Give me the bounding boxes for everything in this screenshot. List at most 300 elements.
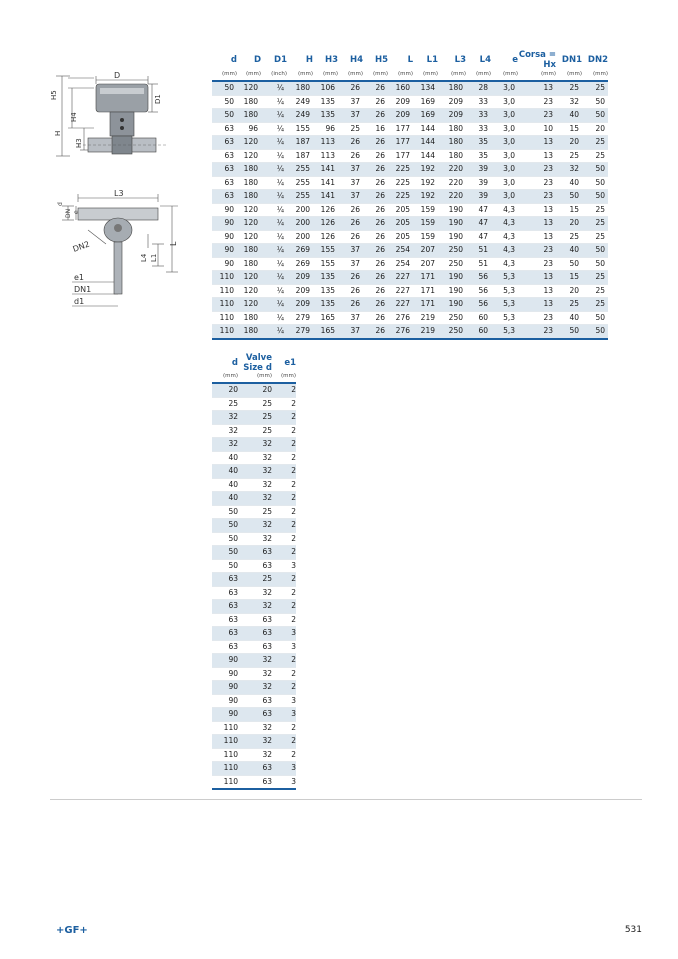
table-cell: 26 [363,230,388,244]
table-cell: 120 [237,203,261,217]
dim-DN2-label: DN2 [71,239,91,254]
table-cell: 3,0 [491,163,518,177]
table-cell: 5,3 [491,298,518,312]
table-cell: 50 [582,257,608,271]
table-row [212,149,608,163]
table-cell: 63 [212,122,237,136]
table-cell: 63 [212,149,237,163]
table-cell: 50 [556,257,582,271]
table-cell: 25 [556,298,582,312]
table-cell: 177 [388,149,413,163]
table-cell: 20 [556,136,582,150]
table-cell: 13 [518,230,556,244]
table-cell: 250 [438,257,466,271]
column-header: L1 [426,54,438,65]
table-row [212,203,608,217]
table-cell: 171 [413,284,438,298]
table-cell: 25 [556,81,582,95]
table-cell: 2 [272,546,296,560]
table-cell: 2 [272,735,296,749]
table-row [212,122,608,136]
table-row [212,136,608,150]
table-cell: 2 [272,721,296,735]
dim-L4-label: L4 [140,253,148,262]
column-unit: (mm) [450,71,466,77]
table-cell: 96 [313,122,338,136]
table-row [212,325,608,339]
dim-DN-label: DN [65,208,72,218]
table-cell: 220 [438,163,466,177]
table-cell: 141 [313,163,338,177]
column-unit: (mm) [256,373,272,379]
table-cell: 2 [272,411,296,425]
table-cell: 32 [238,654,272,668]
table-cell: 23 [518,325,556,339]
table-cell: 5,3 [491,284,518,298]
column-header: L4 [479,54,491,65]
table-cell: 13 [518,136,556,150]
table-cell: 25 [238,411,272,425]
table-cell: 187 [287,136,313,150]
table-cell: 26 [338,203,363,217]
table-row [212,284,608,298]
table-cell: 250 [438,311,466,325]
table-cell: 35 [466,136,491,150]
column-unit: (mm) [221,71,237,77]
table-cell: ¼ [261,136,287,150]
table-cell: 135 [313,271,338,285]
column-header: e1 [284,358,296,368]
column-unit: (mm) [347,71,363,77]
table-cell: 50 [582,244,608,258]
table-cell: 63 [212,176,237,190]
table-cell: 2 [272,654,296,668]
table-cell: 50 [582,325,608,339]
table-cell: 50 [212,559,238,573]
table-cell: 16 [363,122,388,136]
table-row [212,478,296,492]
column-unit: (mm) [245,71,261,77]
table-cell: ¼ [261,176,287,190]
table-cell: 90 [212,681,238,695]
table-cell: ¼ [261,203,287,217]
column-unit: (mm) [297,71,313,77]
table-cell: 135 [313,284,338,298]
table-cell: 26 [363,284,388,298]
table-cell: 26 [363,176,388,190]
table-cell: 110 [212,735,238,749]
valve-size-table [212,353,296,790]
table-cell: ¼ [261,284,287,298]
table-cell: 50 [212,532,238,546]
table-row [212,600,296,614]
valve-size-table-body [212,383,296,789]
table-cell: 126 [313,230,338,244]
table-cell: 32 [556,95,582,109]
table-cell: 4,3 [491,203,518,217]
table-cell: 254 [388,244,413,258]
table-cell: 25 [582,149,608,163]
table-cell: 144 [413,136,438,150]
table-cell: ¼ [261,257,287,271]
table-cell: 63 [238,546,272,560]
table-row [212,217,608,231]
table-cell: 56 [466,298,491,312]
table-cell: 26 [363,271,388,285]
table-cell: 225 [388,190,413,204]
table-cell: 50 [582,163,608,177]
table-cell: 2 [272,519,296,533]
valve-size-table-header [212,353,296,383]
table-cell: 37 [338,190,363,204]
column-header: Valve Size d [243,353,272,373]
table-cell: 50 [212,81,237,95]
table-cell: 106 [313,81,338,95]
page-number: 531 [624,925,642,935]
column-header: DN1 [561,54,582,65]
table-cell: 219 [413,325,438,339]
table-cell: 63 [238,694,272,708]
table-row [212,721,296,735]
table-cell: 180 [237,109,261,123]
table-row [212,573,296,587]
table-cell: 96 [237,122,261,136]
table-cell: 63 [238,762,272,776]
table-cell: 63 [212,573,238,587]
dimensions-table-body [212,81,608,339]
table-cell: 13 [518,298,556,312]
table-row [212,311,608,325]
table-cell: 25 [556,149,582,163]
table-cell: 35 [466,149,491,163]
table-cell: 26 [338,271,363,285]
table-cell: 90 [212,203,237,217]
column-unit: (mm) [566,71,582,77]
table-cell: 40 [556,311,582,325]
dim-DN1-label: DN1 [74,285,92,294]
table-cell: 23 [518,95,556,109]
table-cell: 2 [272,478,296,492]
valve-drawing-svg [48,66,198,326]
table-cell: 32 [238,748,272,762]
table-cell: 23 [518,311,556,325]
table-cell: 90 [212,257,237,271]
table-row [212,163,608,177]
table-cell: 3 [272,775,296,789]
table-cell: 3 [272,762,296,776]
table-cell: 250 [438,325,466,339]
table-row [212,492,296,506]
table-row [212,735,296,749]
table-cell: 26 [363,190,388,204]
table-row [212,681,296,695]
table-cell: 26 [338,298,363,312]
table-cell: 187 [287,149,313,163]
table-cell: 2 [272,586,296,600]
table-cell: 126 [313,217,338,231]
table-cell: 90 [212,244,237,258]
table-cell: 25 [582,217,608,231]
table-cell: ¼ [261,81,287,95]
table-cell: 90 [212,230,237,244]
table-cell: 23 [518,244,556,258]
table-cell: 110 [212,775,238,789]
table-cell: 23 [518,109,556,123]
table-cell: 90 [212,708,238,722]
table-cell: 13 [518,81,556,95]
table-cell: 2 [272,397,296,411]
column-unit: (mm) [397,71,413,77]
table-cell: 225 [388,163,413,177]
valve-technical-drawing [48,66,198,326]
table-cell: 165 [313,311,338,325]
table-cell: 205 [388,203,413,217]
table-cell: 25 [582,136,608,150]
table-cell: 63 [238,559,272,573]
table-cell: 180 [438,136,466,150]
table-cell: 180 [438,81,466,95]
table-cell: 225 [388,176,413,190]
table-cell: 63 [238,775,272,789]
table-cell: 90 [212,694,238,708]
table-cell: 50 [582,190,608,204]
table-row [212,586,296,600]
table-cell: 205 [388,230,413,244]
table-cell: 32 [212,438,238,452]
table-cell: 63 [212,627,238,641]
table-cell: 26 [338,81,363,95]
table-cell: 135 [313,298,338,312]
table-cell: 180 [287,81,313,95]
table-cell: 63 [238,613,272,627]
column-header: L [407,54,413,65]
table-cell: 39 [466,190,491,204]
table-cell: 23 [518,257,556,271]
table-cell: 209 [438,95,466,109]
dim-H3-label: H3 [75,138,83,148]
table-cell: 110 [212,721,238,735]
table-row [212,451,296,465]
table-row [212,271,608,285]
table-cell: 2 [272,451,296,465]
table-cell: 32 [212,424,238,438]
table-cell: 15 [556,203,582,217]
table-cell: 2 [272,492,296,506]
table-cell: 3 [272,627,296,641]
table-row [212,411,296,425]
table-cell: 159 [413,230,438,244]
table-cell: 60 [466,311,491,325]
table-cell: 26 [363,81,388,95]
table-cell: 50 [582,176,608,190]
table-row [212,190,608,204]
table-cell: 159 [413,203,438,217]
table-cell: 40 [212,478,238,492]
table-cell: 120 [237,136,261,150]
table-cell: 33 [466,122,491,136]
table-cell: 39 [466,163,491,177]
table-cell: 63 [212,600,238,614]
table-cell: 207 [413,244,438,258]
table-cell: 90 [212,217,237,231]
table-cell: 120 [237,81,261,95]
table-cell: 25 [238,505,272,519]
table-cell: 32 [212,411,238,425]
table-cell: 180 [237,325,261,339]
table-cell: 180 [438,122,466,136]
table-cell: 47 [466,217,491,231]
table-cell: 180 [237,95,261,109]
table-cell: 32 [238,681,272,695]
table-cell: 60 [466,325,491,339]
column-header: D1 [274,54,287,65]
table-cell: 227 [388,298,413,312]
table-cell: ¼ [261,230,287,244]
dim-d-label: d [57,202,64,206]
column-header: H [305,54,313,65]
table-cell: 26 [363,311,388,325]
table-cell: 26 [363,203,388,217]
table-cell: ¼ [261,163,287,177]
table-cell: ¼ [261,217,287,231]
table-cell: 50 [556,325,582,339]
table-cell: 3,0 [491,176,518,190]
table-cell: 28 [466,81,491,95]
table-row [212,438,296,452]
table-cell: 20 [212,383,238,397]
table-cell: 2 [272,505,296,519]
table-cell: 4,3 [491,217,518,231]
table-cell: 177 [388,122,413,136]
column-unit: (mm) [280,373,296,379]
table-cell: 20 [582,122,608,136]
column-header: H4 [349,54,363,65]
table-cell: 26 [338,217,363,231]
table-cell: 141 [313,176,338,190]
table-cell: 120 [237,217,261,231]
table-cell: 3 [272,640,296,654]
table-cell: 13 [518,217,556,231]
table-cell: 249 [287,95,313,109]
table-cell: 26 [363,217,388,231]
table-cell: 40 [212,451,238,465]
table-cell: 255 [287,176,313,190]
table-cell: 3,0 [491,190,518,204]
column-header: L3 [454,54,466,65]
table-cell: 180 [438,149,466,163]
dim-L3-label: L3 [114,189,124,198]
column-unit: (mm) [540,70,556,77]
table-cell: 169 [413,109,438,123]
table-cell: 56 [466,271,491,285]
table-row [212,81,608,95]
table-cell: 13 [518,149,556,163]
table-cell: 276 [388,311,413,325]
table-cell: 220 [438,176,466,190]
table-cell: 190 [438,203,466,217]
column-header: e [512,54,518,65]
table-cell: 25 [582,298,608,312]
table-cell: 40 [212,465,238,479]
dim-L1-label: L1 [150,253,158,262]
column-unit: (mm) [592,71,608,77]
table-cell: 32 [238,667,272,681]
table-cell: 90 [212,667,238,681]
table-cell: 51 [466,257,491,271]
table-cell: 50 [582,311,608,325]
table-row [212,640,296,654]
table-row [212,257,608,271]
table-cell: 192 [413,176,438,190]
dim-H4-label: H4 [70,112,78,122]
table-cell: 63 [212,613,238,627]
table-cell: 3,0 [491,109,518,123]
column-header: H3 [324,54,338,65]
table-cell: 47 [466,203,491,217]
table-cell: 200 [287,230,313,244]
table-cell: 165 [313,325,338,339]
table-row [212,244,608,258]
table-cell: 50 [212,109,237,123]
table-cell: 5,3 [491,311,518,325]
column-header: H5 [374,54,388,65]
table-cell: 25 [212,397,238,411]
table-cell: 190 [438,298,466,312]
table-cell: 155 [313,244,338,258]
table-cell: 25 [238,397,272,411]
table-cell: 26 [363,136,388,150]
table-cell: 209 [287,298,313,312]
dimensions-table [212,50,608,340]
table-cell: ¼ [261,149,287,163]
table-cell: 40 [556,244,582,258]
table-cell: 25 [338,122,363,136]
table-cell: 144 [413,149,438,163]
dimensions-table-header [212,50,608,81]
table-cell: 219 [413,311,438,325]
table-cell: 126 [313,203,338,217]
column-unit: (mm) [372,71,388,77]
table-cell: 2 [272,424,296,438]
column-unit: (mm) [222,373,238,379]
table-cell: 50 [582,95,608,109]
table-cell: 120 [237,284,261,298]
table-cell: 3 [272,559,296,573]
table-cell: 13 [518,271,556,285]
column-header: DN2 [587,54,608,65]
table-cell: 192 [413,190,438,204]
table-cell: 37 [338,311,363,325]
table-cell: 32 [238,600,272,614]
dim-H-label: H [54,130,62,136]
table-cell: 120 [237,149,261,163]
table-cell: 171 [413,298,438,312]
table-cell: 227 [388,271,413,285]
table-row [212,465,296,479]
table-cell: 25 [582,203,608,217]
table-cell: 63 [238,627,272,641]
table-cell: 180 [237,163,261,177]
table-cell: 159 [413,217,438,231]
table-row [212,546,296,560]
table-cell: 3 [272,708,296,722]
dim-H5-label: H5 [50,90,58,100]
table-cell: 279 [287,325,313,339]
table-cell: 276 [388,325,413,339]
table-cell: 279 [287,311,313,325]
table-row [212,762,296,776]
table-cell: 120 [237,298,261,312]
